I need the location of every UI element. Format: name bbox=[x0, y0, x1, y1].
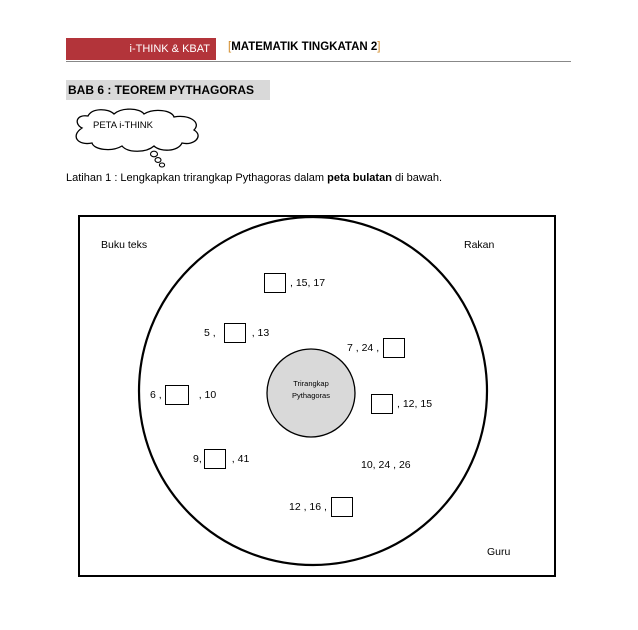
triple-item bbox=[371, 394, 432, 414]
triple-item bbox=[289, 497, 353, 517]
answer-box[interactable] bbox=[331, 497, 353, 517]
header-bracket-close: ] bbox=[377, 41, 381, 53]
chapter-title: BAB 6 : TEOREM PYTHAGORAS bbox=[66, 80, 270, 100]
instruction-bold: peta bulatan bbox=[327, 172, 392, 184]
answer-box[interactable] bbox=[383, 338, 405, 358]
triple-text: , 12, 15 bbox=[397, 398, 433, 410]
center-label bbox=[283, 378, 339, 402]
instruction-prefix: Latihan 1 : Lengkapkan trirangkap Pythagoras dalam bbox=[66, 172, 328, 184]
center-label-line1: Trirangkap bbox=[293, 379, 329, 388]
triple-item bbox=[193, 449, 249, 469]
instruction-suffix: di bawah. bbox=[391, 172, 443, 184]
triple-text: , 13 bbox=[251, 327, 270, 339]
triple-text: 6 , bbox=[150, 389, 162, 401]
triple-item bbox=[347, 338, 405, 358]
header-bracket-open: [ bbox=[228, 41, 232, 53]
cloud-label: PETA i-THINK bbox=[93, 120, 153, 131]
header-subject-label: i-THINK & KBAT bbox=[66, 38, 216, 60]
answer-box[interactable] bbox=[224, 323, 246, 343]
center-label-line2: Pythagoras bbox=[292, 391, 330, 400]
frame-label-teacher: Guru bbox=[487, 546, 511, 558]
header-title-text: MATEMATIK TINGKATAN 2 bbox=[231, 41, 378, 53]
triple-text: 7 , 24 , bbox=[347, 342, 380, 354]
answer-box[interactable] bbox=[264, 273, 286, 293]
triple-text: , 15, 17 bbox=[290, 277, 326, 289]
triple-text: 9, bbox=[193, 453, 202, 465]
answer-box[interactable] bbox=[204, 449, 226, 469]
triple-item bbox=[361, 459, 411, 471]
answer-box[interactable] bbox=[165, 385, 189, 405]
triple-text: 10, 24 , 26 bbox=[361, 459, 411, 471]
triple-text: , 10 bbox=[198, 389, 217, 401]
answer-box[interactable] bbox=[371, 394, 393, 414]
triple-text: 5 , bbox=[204, 327, 216, 339]
triple-item bbox=[264, 273, 325, 293]
triple-text: , 41 bbox=[231, 453, 250, 465]
triple-item bbox=[150, 385, 216, 405]
triple-text: 12 , 16 , bbox=[289, 501, 327, 513]
frame-label-friend: Rakan bbox=[464, 239, 495, 251]
triple-item bbox=[204, 323, 269, 343]
frame-label-textbook: Buku teks bbox=[101, 239, 148, 251]
